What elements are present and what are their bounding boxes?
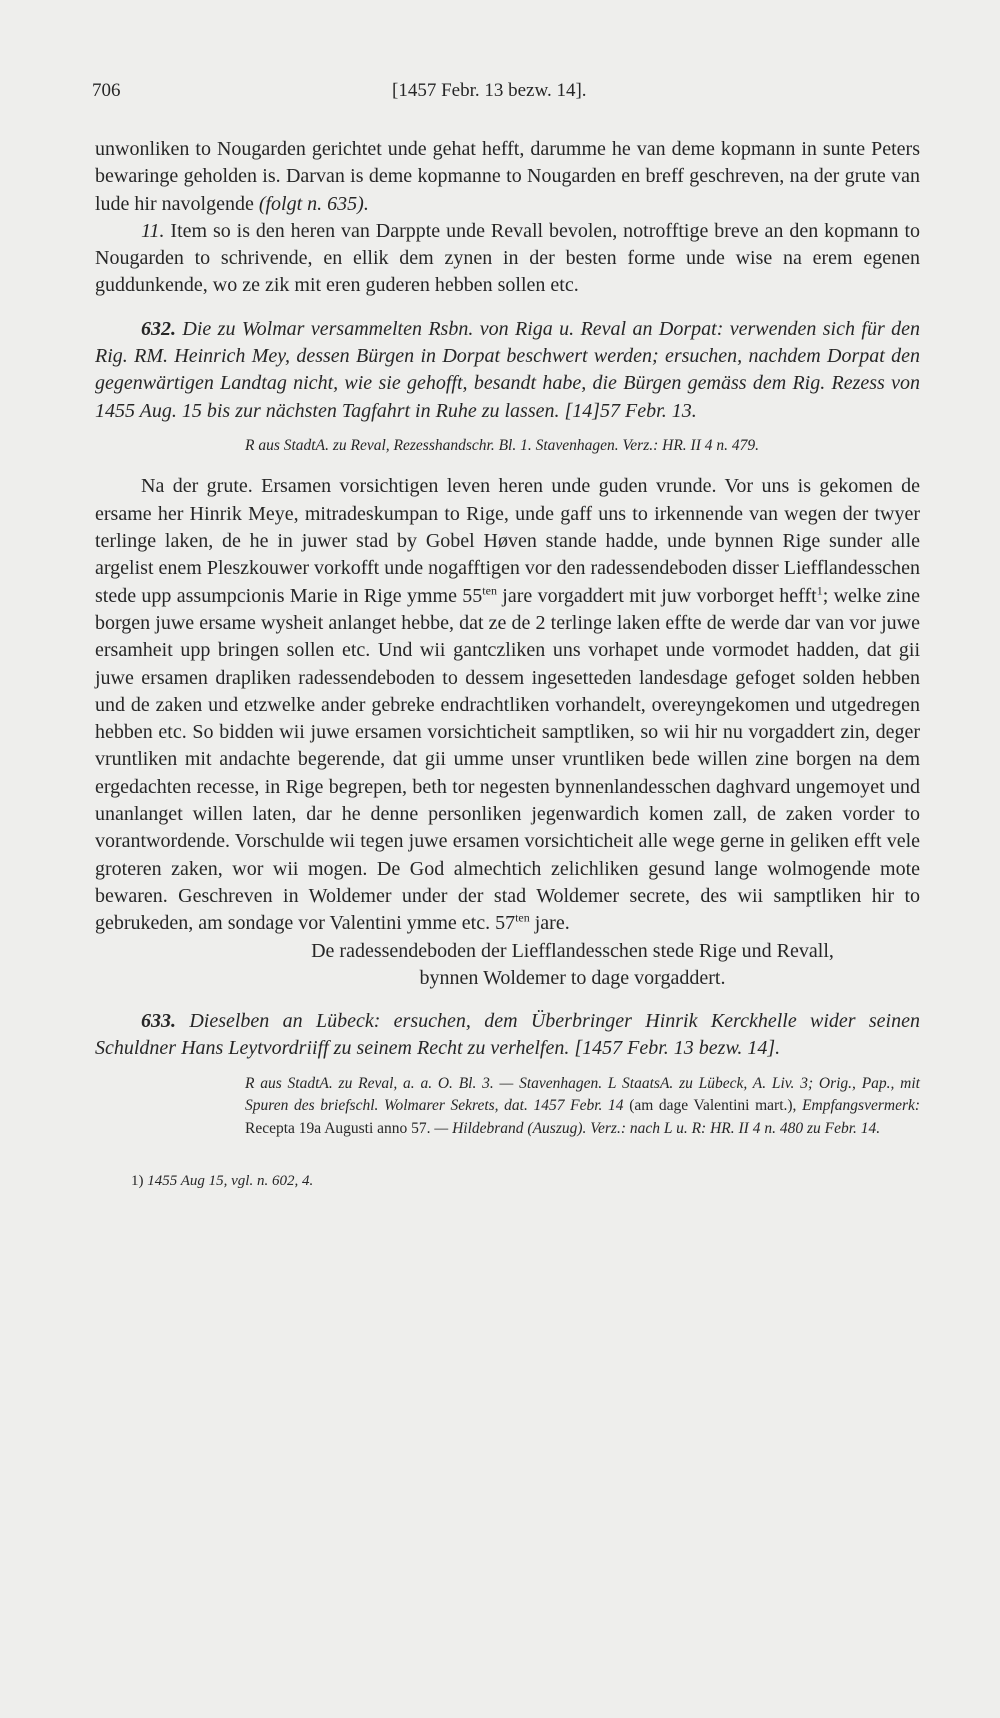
footnote-mark: 1): [131, 1173, 144, 1190]
document-number: 633.: [141, 1010, 176, 1033]
document-633-headline: 633. Dieselben an Lübeck: ersuchen, dem Überbringer Hinrik Kerckhelle wider seinen Schuldner Hans Leytvordriiff zu seinem Recht zu verhelfen. [1457 Febr. 13 bezw. 14].: [95, 1010, 920, 1060]
running-title: [1457 Febr. 13 bezw. 14].: [392, 80, 587, 101]
carryover-paragraph: unwonliken to Nougarden gerichtet unde gehat hefft, darumme he van deme kopmann in sunte Peters bewaringe geholden is. Darvan is deme kopmanne to Nougarden en breff geschreven, na der grute van lude hir navolgende (folgt n. 635).: [95, 138, 920, 215]
footnote: [131, 1168, 920, 1195]
document-632-letter-text: Na der grute. Ersamen vorsichtigen leven heren unde guden vrunde. Vor uns is gekomen de ersame her Hinrik Meye, mitradeskumpan to Rige, unde gaff uns to irkennende van wegen der twyer terlinge laken, de he in juwer stad by Gobel Høven stande hadde, unde bynnen Rige sunder alle argelist enem Pleszkouwer vorkofft unde nogafftigen vor den radessendeboden disser Liefflandesschen stede upp assumpcionis Marie in Rige ymme $55^{ten}$ jare vorgaddert mit juw vorborget hefft$^1$; welke zine borgen juwe ersame wysheit anlanget hebbe, dat ze de 2 terlinge laken effte de werde dar van vor juwe ersamheit upp bringen sollen etc. Und wii gantczliken uns vorhapet unde vormodet hadden, dat gii juwe ersamen drapliken radessendeboden to dessem ingesetteden landesdage gefoget solden hebben und de zaken und etzwelke ander gebreke endrachtliken vorhandelt, overeyngekomen und utgedregen hebben etc. So bidden wii juwe ersamen vorsichticheit samptliken, so wii hir nu vorgaddert zin, deger vruntliken mit andachte begerende, dat gii umme unser vruntliken bede willen zine borgen na dem ergedachten recesse, in Rige begrepen, beth tor negesten bynnenlandesschen daghvard ungemoyet und unanlanget willen laten, dar he denne personliken jegenwardich komen zall, de zaken vorder to vorantwordende. Vorschulde wii tegen juwe ersamen vorsichticheit alle wege gerne in geliken efft vele groteren zaken, wor wii mogen. De God almechtich zelichliken gesund lange wolmogende mote bewaren. Geschreven in Woldemer under der stad Woldemer secrete, des wii samptliken hir to gebrukeden, am sondage vor Valentini ymme etc. $57^{ten}$ jare.: [95, 475, 920, 935]
document-633-source: R aus StadtA. zu Reval, a. a. O. Bl. 3. — Stavenhagen. L StaatsA. zu Lübeck, A. Liv. 3; Orig., Pap., mit Spuren des briefschl. Wolmarer Sekrets, dat. 1457 Febr. 14 (am dage Valentini mart.), Empfangsvermerk: Recepta 19a Augusti anno 57. — Hildebrand (Auszug). Verz.: nach L u. R: HR. II 4 n. 480 zu Febr. 14.: [245, 1074, 921, 1137]
item-11-paragraph: 11. Item so is den heren van Darppte unde Revall bevolen, notrofftige breve an den kopmann to Nougarden to schrivende, en ellik dem zynen in der besten forme unde wise na erem egenen guddunkende, wo ze zik mit eren guderen hebben sollen etc.: [95, 219, 921, 297]
document-number: 632.: [141, 317, 176, 340]
document-632-signature-line-2: bynnen Woldemer to dage vorgaddert.: [419, 966, 726, 989]
item-number: 11.: [141, 219, 165, 242]
page-header: [92, 80, 912, 110]
page-body: [95, 136, 920, 1196]
footnote-reference: 1: [816, 583, 823, 597]
document-632-signature-line-1: De radessendeboden der Liefflandesschen stede Rige und Revall,: [311, 939, 834, 962]
carryover-note: (folgt n. 635).: [258, 192, 369, 215]
document-632-headline: 632. Die zu Wolmar versammelten Rsbn. von Riga u. Reval an Dorpat: verwenden sich für den Rig. RM. Heinrich Mey, dessen Bürgen in Dorpat beschwert werden; ersuchen, nachdem Dorpat den gegenwärtigen Landtag nicht, wie sie gehofft, besandt habe, die Bürgen gemäss dem Rig. Rezess von 1455 Aug. 15 bis zur nächsten Tagfahrt in Ruhe zu lassen. [14]57 Febr. 13.: [95, 317, 921, 422]
footnote-text: 1455 Aug 15, vgl. n. 602, 4.: [147, 1173, 314, 1190]
document-632-source: R aus StadtA. zu Reval, Rezesshandschr. Bl. 1. Stavenhagen. Verz.: HR. II 4 n. 479.: [245, 436, 760, 454]
page-number: 706: [92, 80, 121, 101]
